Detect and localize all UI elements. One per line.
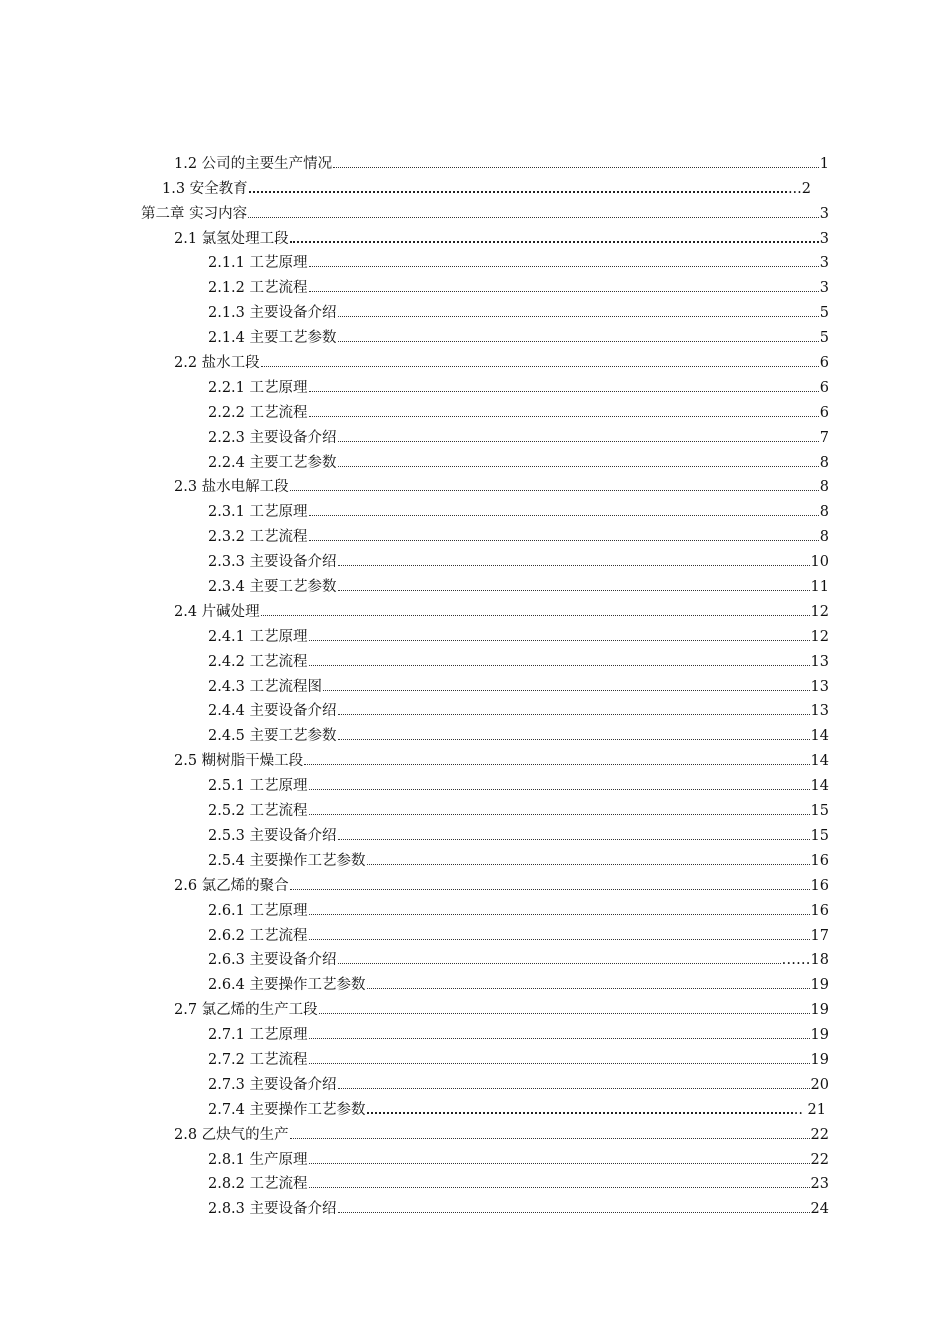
toc-entry-title: 2.4.5 主要工艺参数 xyxy=(208,728,337,745)
toc-dot-leader xyxy=(338,565,810,566)
toc-page-number: 19 xyxy=(810,1051,829,1068)
toc-page-number: 14 xyxy=(810,778,829,795)
toc-entry-title: 2.1 氯氢处理工段 xyxy=(174,230,289,247)
toc-entry[interactable] xyxy=(0,148,829,173)
toc-dot-leader xyxy=(309,939,810,940)
toc-entry[interactable] xyxy=(0,173,811,198)
toc-page-number: 6 xyxy=(819,404,829,421)
toc-entry[interactable] xyxy=(0,1144,829,1169)
toc-dot-leader xyxy=(338,963,781,964)
toc-entry-title: 2.5 糊树脂干燥工段 xyxy=(174,753,304,770)
toc-entry-title: 2.5.1 工艺原理 xyxy=(208,778,308,795)
toc-entry[interactable] xyxy=(0,646,829,671)
toc-entry[interactable] xyxy=(0,372,829,397)
toc-entry-title: 2.5.2 工艺流程 xyxy=(208,803,308,820)
toc-dot-leader xyxy=(261,366,819,367)
toc-entry-title: 2.5.4 主要操作工艺参数 xyxy=(208,852,366,869)
toc-dot-leader xyxy=(367,864,810,865)
toc-dot-leader xyxy=(309,1163,810,1164)
toc-dot-leader xyxy=(338,1088,810,1089)
toc-page-number: 8 xyxy=(819,529,829,546)
toc-dot-leader xyxy=(319,1013,810,1014)
toc-page-number: 3 xyxy=(819,280,829,297)
toc-page-number: 15 xyxy=(810,803,829,820)
toc-entry[interactable] xyxy=(0,297,829,322)
toc-entry-title: 2.5.3 主要设备介绍 xyxy=(208,827,337,844)
table-of-contents xyxy=(0,148,950,1218)
toc-entry[interactable] xyxy=(0,770,829,795)
toc-page-number: 13 xyxy=(810,703,829,720)
toc-dot-leader xyxy=(309,291,819,292)
toc-dot-leader xyxy=(309,640,810,641)
toc-entry-title: 2.2.4 主要工艺参数 xyxy=(208,454,337,471)
toc-entry-title: 2.1.2 工艺流程 xyxy=(208,280,308,297)
toc-entry[interactable] xyxy=(0,1019,829,1044)
toc-entry-title: 2.7.4 主要操作工艺参数 xyxy=(208,1101,366,1118)
toc-entry[interactable] xyxy=(0,795,829,820)
toc-page-number: 17 xyxy=(810,927,829,944)
toc-entry[interactable] xyxy=(0,198,829,223)
toc-page-number: 14 xyxy=(810,753,829,770)
toc-dot-leader xyxy=(338,714,810,715)
toc-entry-title: 2.6.4 主要操作工艺参数 xyxy=(208,977,366,994)
toc-entry-title: 2.2.1 工艺原理 xyxy=(208,379,308,396)
toc-page-number: 15 xyxy=(810,827,829,844)
toc-page-number: 20 xyxy=(810,1076,829,1093)
toc-entry-title: 2.4.2 工艺流程 xyxy=(208,653,308,670)
toc-page-number: 24 xyxy=(810,1201,829,1218)
toc-entry-title: 2.1.4 主要工艺参数 xyxy=(208,330,337,347)
toc-page-number: 6 xyxy=(819,355,829,372)
toc-page-number: 3 xyxy=(819,230,829,247)
toc-entry[interactable] xyxy=(0,272,829,297)
toc-entry-title: 2.8.1 生产原理 xyxy=(208,1151,308,1168)
toc-entry[interactable] xyxy=(0,820,829,845)
toc-entry-title: 2.3 盐水电解工段 xyxy=(174,479,289,496)
toc-entry[interactable] xyxy=(0,472,829,497)
toc-entry[interactable] xyxy=(0,945,829,970)
toc-entry[interactable] xyxy=(0,322,829,347)
toc-dot-leader xyxy=(249,191,787,193)
toc-page-number: 3 xyxy=(819,255,829,272)
toc-dot-leader xyxy=(309,416,819,417)
toc-dot-leader xyxy=(309,789,810,790)
toc-dot-leader xyxy=(338,839,810,840)
toc-entry[interactable] xyxy=(0,671,829,696)
toc-page-number: 5 xyxy=(819,305,829,322)
toc-dot-leader xyxy=(309,515,819,516)
toc-dot-leader xyxy=(261,615,810,616)
toc-dot-leader xyxy=(309,665,810,666)
toc-dot-leader xyxy=(338,466,819,467)
toc-entry-title: 2.4.4 主要设备介绍 xyxy=(208,703,337,720)
toc-dot-leader xyxy=(309,1187,810,1188)
toc-page-number: 11 xyxy=(810,579,829,596)
toc-entry-title: 2.2.3 主要设备介绍 xyxy=(208,429,337,446)
toc-page-number: .. 21 xyxy=(793,1101,826,1118)
toc-entry[interactable] xyxy=(0,1094,826,1119)
toc-entry-title: 2.7.1 工艺原理 xyxy=(208,1027,308,1044)
toc-entry[interactable] xyxy=(0,347,829,372)
toc-dot-leader xyxy=(304,764,809,765)
toc-entry[interactable] xyxy=(0,447,829,472)
toc-entry-title: 2.7.3 主要设备介绍 xyxy=(208,1076,337,1093)
toc-page-number: 22 xyxy=(810,1126,829,1143)
toc-page-number: 6 xyxy=(819,379,829,396)
toc-entry-title: 2.3.3 主要设备介绍 xyxy=(208,554,337,571)
toc-entry-title: 2.8.2 工艺流程 xyxy=(208,1176,308,1193)
toc-entry[interactable] xyxy=(0,1069,829,1094)
toc-entry[interactable] xyxy=(0,546,829,571)
toc-dot-leader xyxy=(290,1138,810,1139)
toc-page-number: 5 xyxy=(819,330,829,347)
toc-entry-title: 第二章 实习内容 xyxy=(141,205,248,222)
toc-dot-leader xyxy=(367,1112,793,1114)
toc-entry-title: 2.3.2 工艺流程 xyxy=(208,529,308,546)
toc-dot-leader xyxy=(309,391,819,392)
toc-dot-leader xyxy=(323,690,810,691)
toc-dot-leader xyxy=(290,889,810,890)
toc-page-number: 1 xyxy=(819,155,829,172)
toc-dot-leader xyxy=(309,266,819,267)
toc-entry[interactable] xyxy=(0,870,829,895)
toc-entry[interactable] xyxy=(0,223,829,248)
toc-entry-title: 2.3.4 主要工艺参数 xyxy=(208,579,337,596)
toc-page-number: 19 xyxy=(810,977,829,994)
toc-entry[interactable] xyxy=(0,1119,829,1144)
toc-entry[interactable] xyxy=(0,496,829,521)
toc-entry[interactable] xyxy=(0,745,829,770)
toc-entry-title: 1.2 公司的主要生产情况 xyxy=(174,155,333,172)
toc-page-number: ...2 xyxy=(787,180,811,197)
toc-page-number: 12 xyxy=(810,603,829,620)
toc-dot-leader xyxy=(290,241,819,243)
toc-entry[interactable] xyxy=(0,248,829,273)
toc-entry[interactable] xyxy=(0,397,829,422)
toc-dot-leader xyxy=(338,590,810,591)
toc-entry[interactable] xyxy=(0,1193,829,1218)
toc-entry[interactable] xyxy=(0,895,829,920)
toc-dot-leader xyxy=(309,1038,810,1039)
toc-entry-title: 2.7 氯乙烯的生产工段 xyxy=(174,1002,318,1019)
toc-entry-title: 2.8.3 主要设备介绍 xyxy=(208,1201,337,1218)
toc-page-number: 16 xyxy=(810,852,829,869)
toc-dot-leader xyxy=(309,814,810,815)
toc-entry-title: 2.1.3 主要设备介绍 xyxy=(208,305,337,322)
toc-entry[interactable] xyxy=(0,521,829,546)
toc-page-number: ……18 xyxy=(781,952,829,969)
toc-entry[interactable] xyxy=(0,969,829,994)
toc-dot-leader xyxy=(338,1212,810,1213)
toc-page-number: 22 xyxy=(810,1151,829,1168)
toc-page-number: 7 xyxy=(819,429,829,446)
toc-entry-title: 2.6 氯乙烯的聚合 xyxy=(174,877,289,894)
toc-dot-leader xyxy=(338,341,819,342)
toc-page-number: 16 xyxy=(810,902,829,919)
toc-page-number: 14 xyxy=(810,728,829,745)
toc-page-number: 16 xyxy=(810,877,829,894)
toc-dot-leader xyxy=(338,739,810,740)
toc-page-number: 19 xyxy=(810,1027,829,1044)
toc-page-number: 8 xyxy=(819,479,829,496)
toc-dot-leader xyxy=(309,1063,810,1064)
toc-entry-title: 1.3 安全教育 xyxy=(162,180,248,197)
toc-entry-title: 2.6.1 工艺原理 xyxy=(208,902,308,919)
toc-entry[interactable] xyxy=(0,845,829,870)
toc-page-number: 12 xyxy=(810,628,829,645)
toc-page-number: 8 xyxy=(819,504,829,521)
toc-dot-leader xyxy=(290,490,819,491)
toc-entry[interactable] xyxy=(0,1044,829,1069)
toc-entry[interactable] xyxy=(0,720,829,745)
toc-page-number: 13 xyxy=(810,653,829,670)
toc-entry-title: 2.2 盐水工段 xyxy=(174,355,260,372)
toc-dot-leader xyxy=(309,540,819,541)
toc-entry[interactable] xyxy=(0,621,829,646)
toc-entry-title: 2.6.3 主要设备介绍 xyxy=(208,952,337,969)
toc-dot-leader xyxy=(309,914,810,915)
toc-entry-title: 2.4.3 工艺流程图 xyxy=(208,678,323,695)
toc-entry-title: 2.4 片碱处理 xyxy=(174,603,260,620)
toc-page-number: 13 xyxy=(810,678,829,695)
toc-entry-title: 2.2.2 工艺流程 xyxy=(208,404,308,421)
toc-entry-title: 2.7.2 工艺流程 xyxy=(208,1051,308,1068)
toc-dot-leader xyxy=(248,217,819,218)
toc-dot-leader xyxy=(333,167,819,168)
toc-page-number: 23 xyxy=(810,1176,829,1193)
toc-entry[interactable] xyxy=(0,1169,829,1194)
toc-entry[interactable] xyxy=(0,920,829,945)
toc-entry-title: 2.1.1 工艺原理 xyxy=(208,255,308,272)
toc-entry[interactable] xyxy=(0,422,829,447)
toc-entry[interactable] xyxy=(0,596,829,621)
toc-entry[interactable] xyxy=(0,571,829,596)
toc-entry[interactable] xyxy=(0,994,829,1019)
toc-page-number: 3 xyxy=(819,205,829,222)
toc-entry-title: 2.8 乙炔气的生产 xyxy=(174,1126,289,1143)
toc-entry-title: 2.6.2 工艺流程 xyxy=(208,927,308,944)
toc-dot-leader xyxy=(338,316,819,317)
toc-page-number: 8 xyxy=(819,454,829,471)
toc-dot-leader xyxy=(338,441,819,442)
toc-dot-leader xyxy=(367,988,810,989)
toc-entry-title: 2.3.1 工艺原理 xyxy=(208,504,308,521)
toc-entry[interactable] xyxy=(0,696,829,721)
toc-page-number: 19 xyxy=(810,1002,829,1019)
toc-page-number: 10 xyxy=(810,554,829,571)
toc-entry-title: 2.4.1 工艺原理 xyxy=(208,628,308,645)
